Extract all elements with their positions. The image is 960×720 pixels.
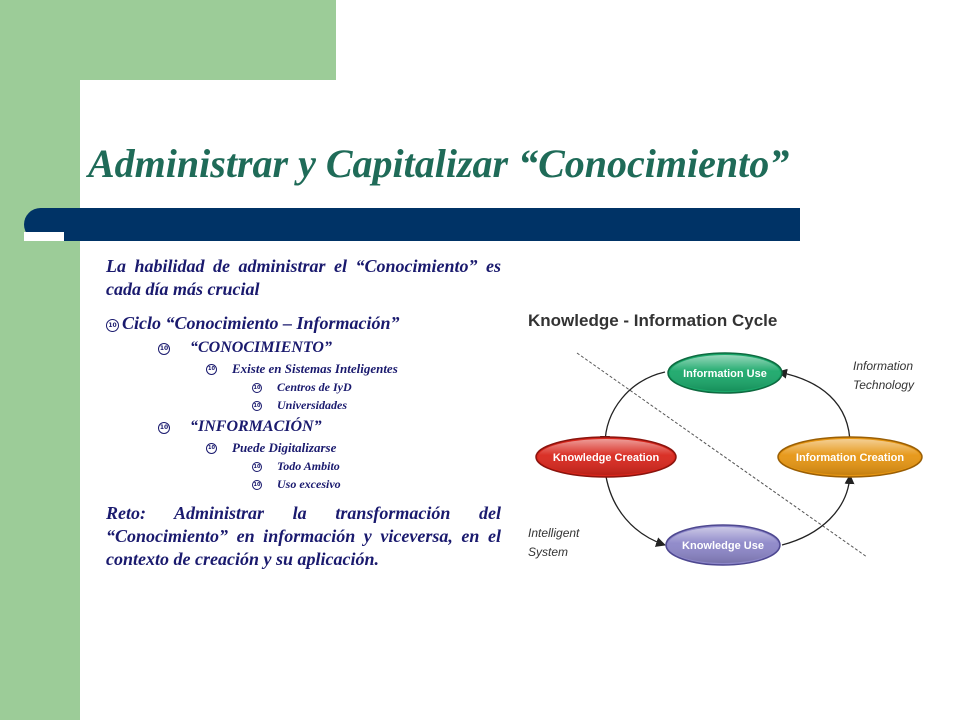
list-item	[106, 380, 501, 395]
list-item	[106, 398, 501, 413]
bar-notch	[24, 232, 64, 241]
list-item	[106, 339, 501, 357]
knowledge-item: Universidades	[277, 398, 347, 412]
bullet-icon: 10	[253, 385, 261, 391]
node-knowledge-use	[666, 525, 780, 565]
knowledge-sub: Existe en Sistemas Inteligentes	[232, 361, 398, 376]
node-label-knowledge-creation: Knowledge Creation	[552, 452, 660, 464]
cycle-heading: Ciclo “Conocimiento – Información”	[122, 313, 400, 333]
slide-title: Administrar y Capitalizar “Conocimiento”	[88, 141, 790, 186]
bullet-icon: 10	[253, 403, 261, 409]
node-knowledge-creation	[536, 437, 676, 477]
list-item	[106, 313, 501, 334]
knowledge-information-cycle-diagram	[520, 295, 950, 595]
arrow-knowledge-creation-to-use	[605, 470, 665, 545]
information-item: Uso excesivo	[277, 477, 341, 491]
information-sub: Puede Digitalizarse	[232, 440, 337, 455]
diagram-title: Knowledge - Information Cycle	[528, 311, 778, 330]
bullet-icon: 10	[158, 422, 170, 434]
green-left-band	[0, 0, 80, 720]
intro-paragraph: La habilidad de administrar el “Conocimiento” es cada día más crucial	[106, 256, 501, 299]
information-heading: “INFORMACIÓN”	[190, 418, 322, 435]
list-item	[106, 418, 501, 436]
challenge-paragraph: Reto: Administrar la transformación del “Conocimiento” en información y viceversa, en el contexto de creación y su aplicación.	[106, 503, 501, 569]
annotation-information-technology-line2: Technology	[853, 378, 914, 392]
knowledge-heading: “CONOCIMIENTO”	[190, 339, 332, 356]
node-label-information-use: Information Use	[683, 368, 767, 380]
list-item	[106, 477, 501, 492]
list-item	[106, 440, 501, 456]
node-label-knowledge-use: Knowledge Use	[682, 540, 764, 552]
green-top-band	[0, 0, 336, 80]
bullet-icon: 10	[158, 343, 170, 355]
node-information-creation	[778, 437, 922, 477]
list-item	[106, 361, 501, 377]
text-column	[106, 255, 501, 571]
arrow-information-creation-to-use	[778, 372, 850, 445]
node-information-use	[668, 353, 782, 393]
annotation-intelligent-system-line1: Intelligent	[528, 526, 580, 540]
knowledge-item: Centros de IyD	[277, 380, 352, 394]
bullet-icon: 10	[253, 482, 261, 488]
bullet-icon: 10	[206, 364, 217, 375]
list-item	[106, 459, 501, 474]
annotation-information-technology-line1: Information	[853, 359, 914, 373]
annotation-intelligent-system-line2: System	[528, 545, 569, 559]
information-item: Todo Ambito	[277, 459, 340, 473]
arrow-knowledge-use-to-information-creation	[782, 475, 850, 545]
bullet-icon: 10	[206, 443, 217, 454]
bullet-icon: 10	[106, 319, 119, 332]
bullet-icon: 10	[253, 464, 261, 470]
node-label-information-creation: Information Creation	[795, 452, 905, 464]
title-underline-bar	[24, 208, 800, 241]
